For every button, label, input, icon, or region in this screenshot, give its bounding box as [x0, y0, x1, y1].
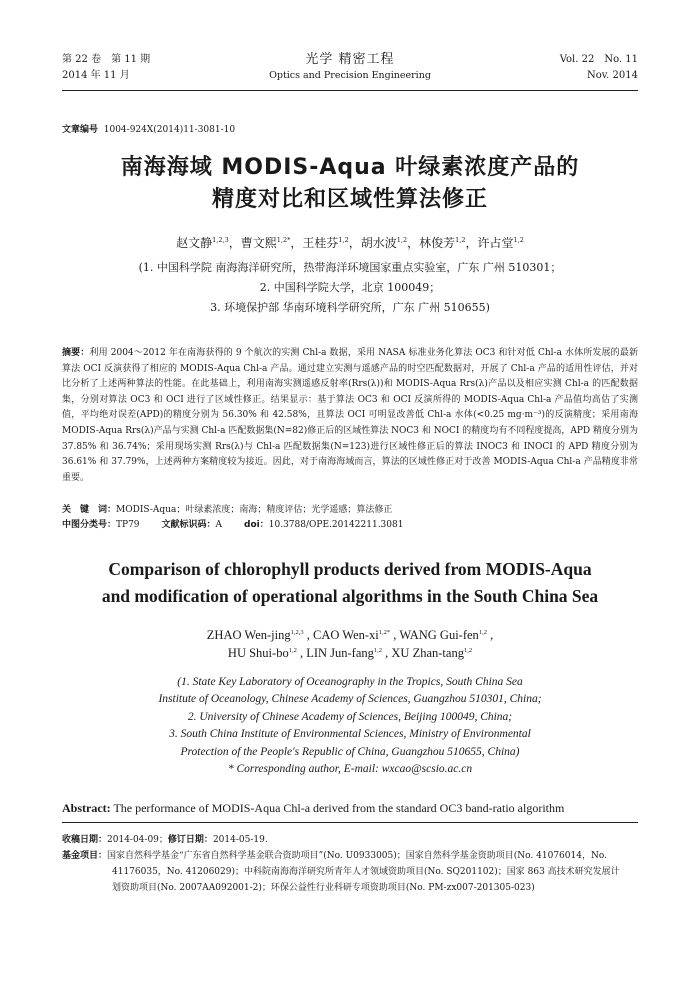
header-issue-cn: [62, 52, 150, 84]
revised-value: 2014-05-19.: [212, 835, 268, 845]
abstract-en: [62, 800, 638, 816]
author-cn: 赵文静$^{1,2,3}$，: [176, 236, 241, 250]
affiliations-cn: [62, 258, 638, 318]
article-number: [62, 122, 235, 135]
authors-en-line1: [62, 626, 638, 644]
article-number-label: 文章编号: [62, 125, 99, 135]
journal-name-en: Optics and Precision Engineering: [269, 70, 431, 81]
author-cn: 林俊芳$^{1,2}$，: [419, 236, 478, 250]
doi-value: 10.3788/OPE.20142211.3081: [268, 520, 404, 530]
authors-cn: [62, 234, 638, 252]
authors-en: [62, 626, 638, 662]
received-label: 收稿日期：: [62, 835, 108, 845]
author-en: CAO Wen-$xi^{1,2*}$ ,: [313, 628, 400, 642]
author-cn: 许占堂$^{1,2}$: [477, 236, 524, 250]
affiliation-cn-line: 2. 中国科学院大学，北京 100049；: [259, 281, 441, 294]
abstract-en-label: Abstract:: [62, 801, 111, 815]
header-divider: [62, 90, 638, 91]
journal-name-cn: 光学 精密工程: [305, 52, 395, 67]
doi-label: doi：: [244, 520, 269, 530]
title-en-line2: and modification of operational algorithms in the South China Sea: [101, 586, 599, 606]
author-cn: 王桂芬$^{1,2}$，: [302, 236, 361, 250]
title-cn-line1: 南海海域 MODIS-Aqua 叶绿素浓度产品的: [120, 155, 580, 180]
affiliation-en-line: 2. University of Chinese Academy of Sciences, Beijing 100049, China;: [187, 710, 513, 723]
author-en: WANG Gui-fen$^{1,2}$ ,: [399, 628, 494, 642]
author-en: HU Shui-bo$^{1,2}$ ,: [227, 646, 307, 660]
abstract-cn-text: 利用 2004～2012 年在南海获得的 9 个航次的实测 Chl-a 数据，采用 NASA 标准业务化算法 OC3 和针对低 Chl-a 水体所发展的最新算法 OCI 反演获得了相应的 MODIS-Aqua Chl-a 产品。通过建立实测与遥感产品的时空匹配数据对，开展了 Chl-a 产品的适用性评估，并对比分析了上述两种算法的性能。在此基础上，利用南海实测遥感反射率(Rrs(λ))和 MODIS-Aqua Rrs(λ)产品以及相应实测 Chl-a 的匹配数据集，分别对算法 OC3 和 OCI 进行了区域性修正。结果显示：基于算法 OC3 和 OCI 反演所得的 MODIS-Aqua Chl-a 产品值均高估了实测值，平均绝对误差(APD)的精度分别为 56.30% 和 42.58%，且算法 OCI 可明显改善低 Chl-a 水体(<0.25 mg·m⁻³)的反演精度；采用南海 MODIS-Aqua Rrs(λ)产品与实测 Chl-a 匹配数据集(N=82)修正后的区域性算法 NOC3 和 NOCI 的精度均有不同程度提高，APD 精度分别为 37.85% 和 36.74%；采用现场实测 Rrs(λ)与 Chl-a 匹配数据集(N=123)进行区域性修正后的算法 INOC3 和 INOCI 的 APD 精度分别为 36.61% 和 37.79%，上述两种方案精度较为接近。因此，对于南海海域而言，算法的区域性修正对于改善 MODIS-Aqua Chl-a 产品精度非常重要。: [62, 348, 638, 483]
clc-value: TP79: [116, 520, 140, 530]
affiliation-cn-line: 3. 环境保护部 华南环境科学研究所，广东 广州 510655): [210, 301, 490, 314]
keywords-cn-label: 关 键 词：: [62, 505, 117, 515]
abstract-cn: [62, 346, 638, 486]
fund-label: 基金项目：: [62, 851, 108, 861]
keywords-cn-text: MODIS-Aqua；叶绿素浓度；南海；精度评估；光学遥感；算法修正: [116, 505, 393, 515]
footnote: [62, 832, 628, 896]
affiliation-en-line: Institute of Oceanology, Chinese Academy of Sciences, Guangzhou 510301, China;: [158, 693, 542, 706]
affiliation-en-line: 3. South China Institute of Environmental Sciences, Ministry of Environmental: [169, 728, 531, 741]
authors-en-line2: [62, 644, 638, 662]
title-cn: [62, 152, 638, 216]
doc-code-label: 文献标识码：: [161, 520, 216, 530]
footnote-dates: [62, 832, 628, 848]
keywords-cn: [62, 503, 638, 518]
revised-label: 修订日期：: [167, 835, 213, 845]
author-cn: 胡水波$^{1,2}$，: [360, 236, 420, 250]
header-volume-cn: 第 22 卷 第 11 期: [62, 54, 151, 65]
header-date-en: Nov. 2014: [586, 70, 638, 81]
doc-code-value: A: [215, 520, 223, 530]
title-en: [62, 556, 638, 610]
affiliation-en-line: (1. State Key Laboratory of Oceanography in the Tropics, South China Sea: [177, 676, 523, 688]
abstract-cn-label: 摘要：: [62, 348, 90, 358]
header-issue-en: [560, 52, 638, 84]
title-cn-line2: 精度对比和区域性算法修正: [211, 187, 488, 212]
author-en: XU Zhan-tang$^{1,2}$: [391, 646, 473, 660]
header-journal: [200, 52, 500, 84]
affiliations-en: [62, 674, 638, 778]
footnote-funding: [62, 848, 628, 896]
affiliation-cn-line: (1. 中国科学院 南海海洋研究所，热带海洋环境国家重点实验室，广东 广州 510301；: [138, 261, 562, 274]
title-en-line1: Comparison of chlorophyll products derived from MODIS-Aqua: [108, 559, 592, 579]
abstract-en-text: The performance of MODIS-Aqua Chl-a derived from the standard OC3 band-ratio algorithm: [113, 801, 565, 815]
header-date-cn: 2014 年 11 月: [62, 70, 130, 81]
header-volume-en: Vol. 22 No. 11: [559, 54, 638, 65]
classification-line: [62, 518, 638, 533]
corresponding-author: * Corresponding author, E-mail: wxcao@scsio.ac.cn: [227, 763, 473, 776]
author-cn: 曹文熙$^{1,2*}$，: [240, 236, 303, 250]
author-en: ZHAO Wen-jing$^{1,2,3}$ ,: [206, 628, 313, 642]
affiliation-en-line: Protection of the People's Republic of China, Guangzhou 510655, China): [180, 745, 520, 758]
clc-label: 中图分类号：: [62, 520, 117, 530]
footnote-divider: [62, 822, 638, 823]
fund-text: 国家自然科学基金“广东省自然科学基金联合资助项目”(No. U0933005)；国家自然科学基金资助项目(No. 41076014，No. 41176035，No. 41206029)；中科院南海海洋研究所青年人才领域资助项目(No. SQ201102)；国家 863 高技术研究发展计划资助项目(No. 2007AA092001-2)；环保公益性行业科研专项资助项目(No. PM-zx007-201305-023): [107, 851, 620, 893]
article-number-value: 1004-924X(2014)11-3081-10: [103, 125, 236, 135]
received-value: 2014-04-09；: [107, 835, 168, 845]
author-en: LIN Jun-fang$^{1,2}$ ,: [306, 646, 392, 660]
